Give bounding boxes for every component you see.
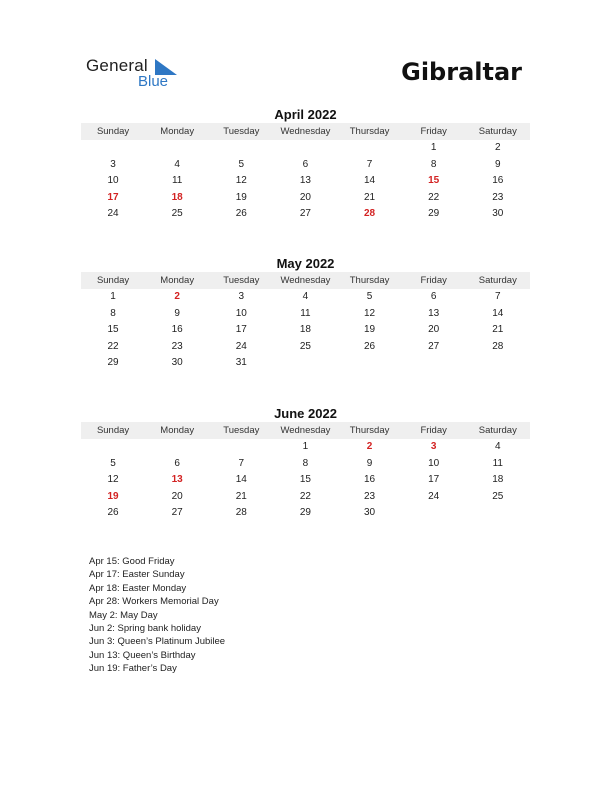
- holiday-item: Apr 15: Good Friday: [89, 556, 175, 567]
- day-cell: 1: [430, 142, 437, 153]
- day-grid: [81, 439, 530, 522]
- day-cell: 20: [299, 191, 311, 203]
- weekday-label: Thursday: [349, 275, 390, 286]
- weekday-label: Tuesday: [223, 126, 260, 137]
- day-cell: 1: [302, 441, 309, 452]
- day-cell: 24: [428, 490, 440, 502]
- day-cell: 27: [299, 208, 311, 220]
- empty-day-cell: [402, 505, 466, 522]
- day-cell: 5: [238, 158, 245, 170]
- day-cell: 28: [235, 507, 247, 519]
- holiday-item: Jun 19: Father’s Day: [89, 663, 177, 675]
- day-cell: 15: [299, 474, 311, 486]
- weekday-label: Friday: [420, 275, 447, 286]
- day-cell: 25: [299, 340, 311, 352]
- weekday-label: Monday: [160, 425, 195, 436]
- empty-day-cell: [338, 140, 402, 157]
- day-cell: 26: [235, 208, 247, 220]
- weekday-label: Thursday: [349, 425, 390, 436]
- day-cell: 28: [364, 208, 376, 220]
- day-cell: 26: [107, 507, 119, 519]
- weekday-label: Friday: [420, 126, 447, 137]
- day-cell: 14: [492, 307, 504, 319]
- month-april: [81, 106, 530, 223]
- day-cell: 31: [235, 357, 247, 369]
- day-cell: 29: [428, 208, 440, 220]
- month-may: [81, 255, 530, 372]
- weekday-label: Wednesday: [280, 275, 331, 286]
- day-cell: 7: [366, 158, 373, 170]
- holiday-item: Apr 17: Easter Sunday: [89, 569, 185, 581]
- weekday-label: Thursday: [349, 126, 390, 137]
- weekday-label: Monday: [160, 275, 195, 286]
- weekday-label: Wednesday: [280, 425, 331, 436]
- day-cell: 23: [364, 490, 376, 502]
- day-cell: 2: [495, 142, 501, 153]
- day-cell: 6: [430, 291, 437, 302]
- empty-day-cell: [466, 355, 530, 372]
- day-cell: 23: [171, 340, 183, 352]
- day-cell: 21: [364, 191, 376, 203]
- weekday-label: Saturday: [478, 275, 517, 286]
- day-cell: 17: [107, 191, 119, 203]
- day-cell: 17: [235, 324, 247, 336]
- day-cell: 30: [171, 357, 183, 369]
- day-cell: 5: [110, 457, 116, 469]
- day-cell: 6: [174, 457, 180, 469]
- day-cell: 9: [495, 158, 501, 170]
- day-cell: 16: [364, 474, 376, 486]
- day-cell: 13: [299, 175, 311, 187]
- day-cell: 26: [364, 340, 376, 352]
- day-cell: 21: [235, 490, 247, 502]
- day-cell: 7: [495, 291, 501, 302]
- day-cell: 16: [171, 324, 183, 336]
- empty-day-cell: [273, 140, 337, 157]
- day-cell: 2: [366, 441, 373, 452]
- day-cell: 4: [174, 158, 180, 170]
- day-cell: 8: [302, 457, 309, 469]
- day-cell: 15: [428, 175, 440, 187]
- logo-text-blue: Blue: [138, 73, 169, 90]
- empty-day-cell: [338, 355, 402, 372]
- holiday-list: [89, 555, 225, 676]
- day-cell: 29: [107, 357, 119, 369]
- weekday-label: Sunday: [96, 275, 130, 286]
- day-cell: 22: [299, 490, 311, 502]
- country-title: Gibraltar: [401, 58, 522, 86]
- logo: [86, 56, 186, 94]
- holiday-item: Jun 2: Spring bank holiday: [89, 623, 201, 635]
- day-cell: 2: [174, 291, 180, 302]
- holiday-item: Jun 3: Queen’s Platinum Jubilee: [89, 636, 226, 648]
- day-cell: 6: [302, 158, 309, 170]
- day-cell: 10: [235, 307, 247, 319]
- holiday-item: May 2: May Day: [89, 609, 158, 621]
- day-cell: 15: [107, 324, 119, 336]
- day-cell: 20: [428, 324, 440, 336]
- day-cell: 3: [238, 291, 245, 302]
- day-cell: 21: [492, 324, 504, 336]
- day-cell: 27: [171, 507, 183, 519]
- day-cell: 24: [107, 208, 119, 220]
- holiday-item: Apr 28: Workers Memorial Day: [89, 596, 219, 608]
- day-cell: 4: [302, 291, 309, 302]
- empty-day-cell: [209, 439, 273, 456]
- empty-day-cell: [209, 140, 273, 157]
- day-cell: 16: [492, 175, 504, 187]
- empty-day-cell: [466, 505, 530, 522]
- day-cell: 14: [235, 474, 247, 486]
- day-cell: 10: [107, 175, 119, 187]
- weekday-label: Sunday: [96, 425, 130, 436]
- day-grid: [81, 140, 530, 223]
- day-cell: 3: [430, 441, 437, 452]
- day-cell: 8: [430, 158, 437, 170]
- empty-day-cell: [273, 355, 337, 372]
- month-title: April 2022: [274, 107, 337, 122]
- day-cell: 27: [428, 340, 440, 352]
- day-cell: 9: [174, 307, 180, 319]
- weekday-label: Wednesday: [280, 126, 331, 137]
- day-cell: 12: [364, 307, 376, 319]
- empty-day-cell: [145, 140, 209, 157]
- weekday-label: Tuesday: [223, 425, 260, 436]
- logo-text-general: General: [86, 56, 148, 75]
- day-cell: 20: [171, 490, 183, 502]
- day-cell: 11: [171, 175, 183, 187]
- day-grid: [81, 289, 530, 372]
- day-cell: 9: [366, 457, 373, 469]
- day-cell: 1: [110, 291, 116, 302]
- month-title: June 2022: [274, 406, 337, 421]
- day-cell: 25: [492, 490, 504, 502]
- day-cell: 18: [171, 191, 183, 203]
- day-cell: 19: [364, 324, 376, 336]
- weekday-label: Sunday: [96, 126, 130, 137]
- empty-day-cell: [145, 439, 209, 456]
- holiday-item: Apr 18: Easter Monday: [89, 582, 187, 594]
- day-cell: 30: [492, 208, 504, 220]
- month-june: [81, 405, 530, 522]
- weekday-header: [81, 272, 530, 289]
- day-cell: 5: [366, 291, 373, 302]
- day-cell: 7: [238, 457, 245, 469]
- weekday-header: [81, 422, 530, 439]
- weekday-label: Friday: [420, 425, 447, 436]
- day-cell: 4: [495, 441, 501, 452]
- day-cell: 12: [107, 474, 119, 486]
- day-cell: 13: [428, 307, 440, 319]
- day-cell: 22: [107, 340, 119, 352]
- day-cell: 11: [300, 307, 311, 319]
- weekday-label: Saturday: [478, 425, 517, 436]
- day-cell: 18: [299, 324, 311, 336]
- empty-day-cell: [81, 439, 145, 456]
- weekday-label: Tuesday: [223, 275, 260, 286]
- empty-day-cell: [402, 355, 466, 372]
- day-cell: 11: [492, 457, 503, 469]
- holiday-item: Jun 13: Queen’s Birthday: [89, 649, 196, 661]
- day-cell: 19: [235, 191, 247, 203]
- weekday-label: Saturday: [478, 126, 517, 137]
- day-cell: 28: [492, 340, 504, 352]
- day-cell: 25: [171, 208, 183, 220]
- day-cell: 22: [428, 191, 440, 203]
- day-cell: 19: [107, 490, 119, 502]
- day-cell: 24: [235, 340, 247, 352]
- month-title: May 2022: [276, 256, 335, 271]
- day-cell: 23: [492, 191, 504, 203]
- day-cell: 12: [235, 175, 247, 187]
- day-cell: 17: [428, 474, 440, 486]
- weekday-header: [81, 123, 530, 140]
- day-cell: 3: [110, 158, 116, 170]
- day-cell: 30: [364, 507, 376, 519]
- day-cell: 10: [428, 457, 440, 469]
- day-cell: 8: [110, 307, 116, 319]
- day-cell: 13: [171, 474, 183, 486]
- empty-day-cell: [81, 140, 145, 157]
- day-cell: 14: [364, 175, 376, 187]
- day-cell: 29: [299, 507, 311, 519]
- day-cell: 18: [492, 474, 504, 486]
- weekday-label: Monday: [160, 126, 195, 137]
